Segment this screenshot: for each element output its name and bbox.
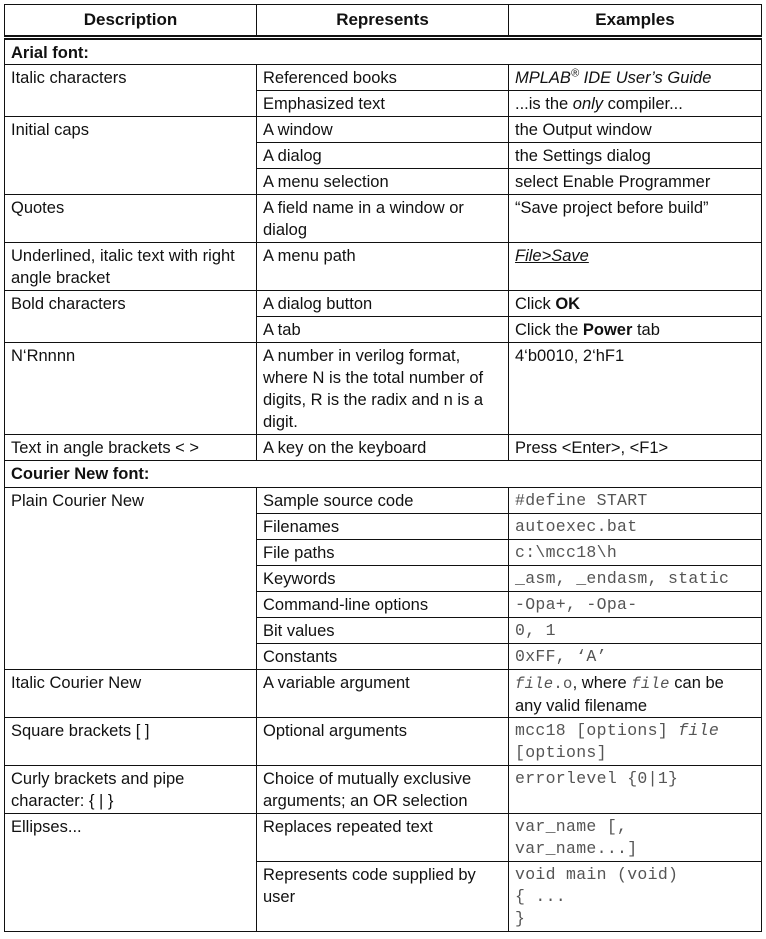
rep-cell: A dialog button	[257, 291, 509, 317]
table-row	[5, 766, 762, 814]
example-cell: 0, 1	[509, 618, 762, 644]
rep-cell: Sample source code	[257, 488, 509, 514]
rep-cell: Optional arguments	[257, 718, 509, 766]
conventions-table	[4, 4, 762, 932]
rep-cell: A dialog	[257, 143, 509, 169]
example-cell: ...is the only compiler...	[509, 91, 762, 117]
rep-cell: Constants	[257, 644, 509, 670]
table-row	[5, 343, 762, 435]
rep-cell: A window	[257, 117, 509, 143]
table-row	[5, 195, 762, 243]
example-cell: the Output window	[509, 117, 762, 143]
desc-curly: Curly brackets and pipe character: { | }	[5, 766, 257, 814]
example-cell: select Enable Programmer	[509, 169, 762, 195]
desc-verilog: N‘Rnnnn	[5, 343, 257, 435]
rep-cell: A tab	[257, 317, 509, 343]
desc-italic-courier: Italic Courier New	[5, 670, 257, 718]
table-row	[5, 65, 762, 91]
table-row	[5, 117, 762, 143]
rep-cell: Replaces repeated text	[257, 814, 509, 862]
example-cell: MPLAB® IDE User’s Guide	[509, 65, 762, 91]
example-cell: File>Save	[509, 243, 762, 291]
example-cell: the Settings dialog	[509, 143, 762, 169]
rep-cell: Choice of mutually exclusive arguments; an OR selection	[257, 766, 509, 814]
rep-cell: A number in verilog format, where N is the total number of digits, R is the radix and n is a digit.	[257, 343, 509, 435]
table-row	[5, 718, 762, 766]
example-cell: errorlevel {0|1}	[509, 766, 762, 814]
section-arial: Arial font:	[5, 38, 762, 65]
example-cell: autoexec.bat	[509, 514, 762, 540]
rep-cell: A menu path	[257, 243, 509, 291]
desc-square: Square brackets [ ]	[5, 718, 257, 766]
desc-underlined: Underlined, italic text with right angle bracket	[5, 243, 257, 291]
desc-bold: Bold characters	[5, 291, 257, 343]
example-cell: 4‘b0010, 2‘hF1	[509, 343, 762, 435]
desc-angle: Text in angle brackets < >	[5, 435, 257, 461]
example-cell: _asm, _endasm, static	[509, 566, 762, 592]
example-cell: var_name [, var_name...]	[509, 814, 762, 862]
desc-italic: Italic characters	[5, 65, 257, 117]
rep-cell: A variable argument	[257, 670, 509, 718]
example-cell: -Opa+, -Opa-	[509, 592, 762, 618]
desc-plain-courier: Plain Courier New	[5, 488, 257, 670]
rep-cell: Keywords	[257, 566, 509, 592]
rep-cell: A key on the keyboard	[257, 435, 509, 461]
example-cell: mcc18 [options] file [options]	[509, 718, 762, 766]
table-row	[5, 243, 762, 291]
example-cell: file.o, where file can be any valid filename	[509, 670, 762, 718]
example-cell: Press <Enter>, <F1>	[509, 435, 762, 461]
rep-cell: A menu selection	[257, 169, 509, 195]
table-row	[5, 814, 762, 862]
example-cell: 0xFF, ‘A’	[509, 644, 762, 670]
table-row	[5, 670, 762, 718]
header-row	[5, 5, 762, 38]
example-cell: void main (void) { ... }	[509, 862, 762, 932]
example-cell: c:\mcc18\h	[509, 540, 762, 566]
rep-cell: Bit values	[257, 618, 509, 644]
table-row	[5, 291, 762, 317]
rep-cell: A field name in a window or dialog	[257, 195, 509, 243]
header-description: Description	[5, 5, 257, 38]
rep-cell: Represents code supplied by user	[257, 862, 509, 932]
header-represents: Represents	[257, 5, 509, 38]
example-cell: “Save project before build”	[509, 195, 762, 243]
example-cell: Click the Power tab	[509, 317, 762, 343]
rep-cell: Referenced books	[257, 65, 509, 91]
example-cell: #define START	[509, 488, 762, 514]
example-cell: Click OK	[509, 291, 762, 317]
rep-cell: Command-line options	[257, 592, 509, 618]
desc-ellipses: Ellipses...	[5, 814, 257, 932]
section-row-courier	[5, 461, 762, 488]
desc-quotes: Quotes	[5, 195, 257, 243]
table-row	[5, 488, 762, 514]
rep-cell: File paths	[257, 540, 509, 566]
table-row	[5, 435, 762, 461]
header-examples: Examples	[509, 5, 762, 38]
rep-cell: Filenames	[257, 514, 509, 540]
rep-cell: Emphasized text	[257, 91, 509, 117]
section-courier: Courier New font:	[5, 461, 762, 488]
section-row-arial	[5, 38, 762, 65]
desc-initial-caps: Initial caps	[5, 117, 257, 195]
